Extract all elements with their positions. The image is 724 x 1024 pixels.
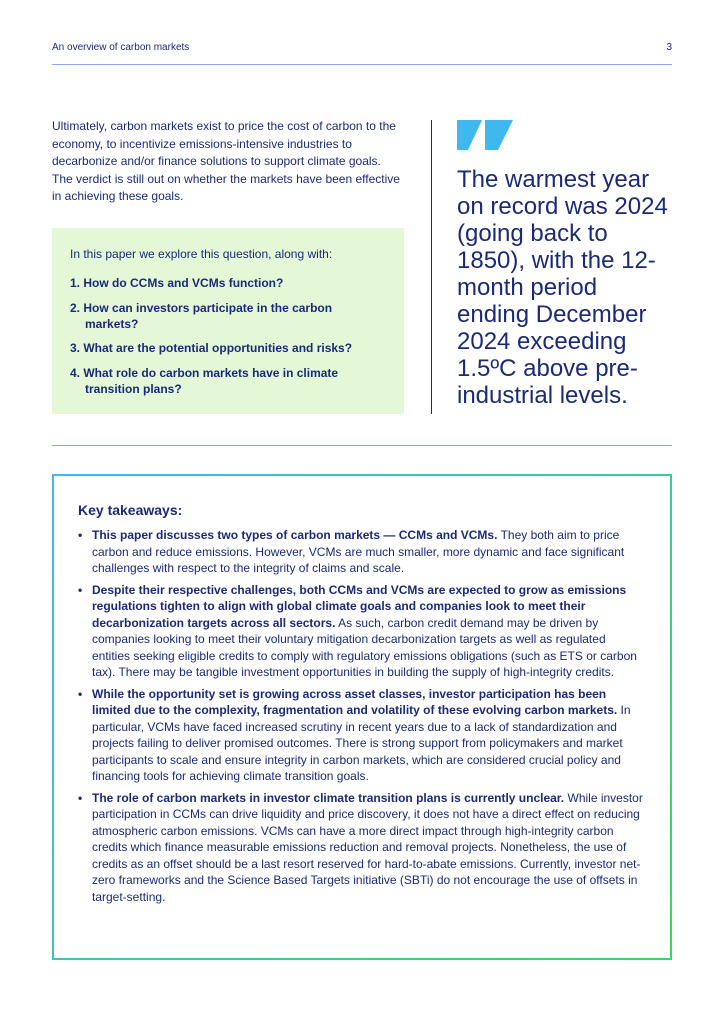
question-item: 3. What are the potential opportunities and risks? bbox=[70, 341, 353, 355]
pull-quote: The warmest year on record was 2024 (going back to 1850), with the 12-month period ending December 2024 exceeding 1.5ºC above pre-industrial levels. bbox=[457, 166, 668, 409]
question-item: 2. How can investors participate in the carbon markets? bbox=[70, 300, 333, 331]
header-divider bbox=[52, 64, 672, 65]
page-number: 3 bbox=[666, 42, 672, 53]
takeaway-item: • This paper discusses two types of carbon markets — CCMs and VCMs. They both aim to price carbon and reduce emissions. However, VCMs are much smaller, more dynamic and face significant challenges with respect to the integrity of claims and scale. bbox=[78, 527, 646, 577]
intro-paragraph: Ultimately, carbon markets exist to price the cost of carbon to the economy, to incentivize emissions-intensive industries to decarbonize and/or finance solutions to support climate goals. The verdict is still out on whether the markets have been effective in achieving these goals. bbox=[52, 119, 400, 203]
key-takeaways-title: Key takeaways: bbox=[78, 502, 183, 518]
question-item: 1. How do CCMs and VCMs function? bbox=[70, 276, 284, 290]
key-takeaways-box bbox=[52, 474, 672, 960]
takeaway-item: • While the opportunity set is growing across asset classes, investor participation has been limited due to the complexity, fragmentation and volatility of these evolving carbon markets. In particular, VCMs have faced increased scrutiny in recent years due to a lack of standardization and projects failing to deliver promised outcomes. There is strong support from policymakers and market participants to scale and ensure integrity in carbon markets, which are considered crucial policy and financing tools for achieving climate transition goals. bbox=[78, 686, 646, 785]
running-header: An overview of carbon markets bbox=[52, 42, 190, 53]
section-divider bbox=[52, 445, 672, 446]
key-takeaways-list bbox=[78, 527, 646, 905]
questions-list bbox=[70, 275, 386, 397]
takeaway-item: • Despite their respective challenges, both CCMs and VCMs are expected to grow as emissions regulations tighten to align with global climate goals and companies look to meet their decarbonization targets across all sectors. As such, carbon credit demand may be driven by companies looking to meet their voluntary mitigation decarbonization targets as well as regulated entities seeking eligible credits to comply with regulatory emissions obligations (such as ETS or carbon tax). There may be tangible investment opportunities in building the supply of high-integrity credits. bbox=[78, 582, 646, 681]
quote-mark-icon bbox=[457, 120, 513, 150]
questions-box bbox=[52, 228, 404, 414]
takeaway-item: • The role of carbon markets in investor climate transition plans is currently unclear. While investor participation in CCMs can drive liquidity and price discovery, it does not have a direct effect on reducing atmospheric carbon emissions. VCMs can have a more direct impact through high-integrity carbon credits which finance measurable emissions reduction and removal projects. Nonetheless, the use of credits as an offset should be a last resort reserved for hard-to-abate emissions. Currently, investor net-zero frameworks and the Science Based Targets initiative (SBTi) do not encourage the use of offsets in target-setting. bbox=[78, 790, 646, 906]
quote-divider-line bbox=[431, 120, 432, 414]
question-item: 4. What role do carbon markets have in climate transition plans? bbox=[70, 365, 339, 396]
questions-intro: In this paper we explore this question, along with: bbox=[70, 247, 333, 261]
